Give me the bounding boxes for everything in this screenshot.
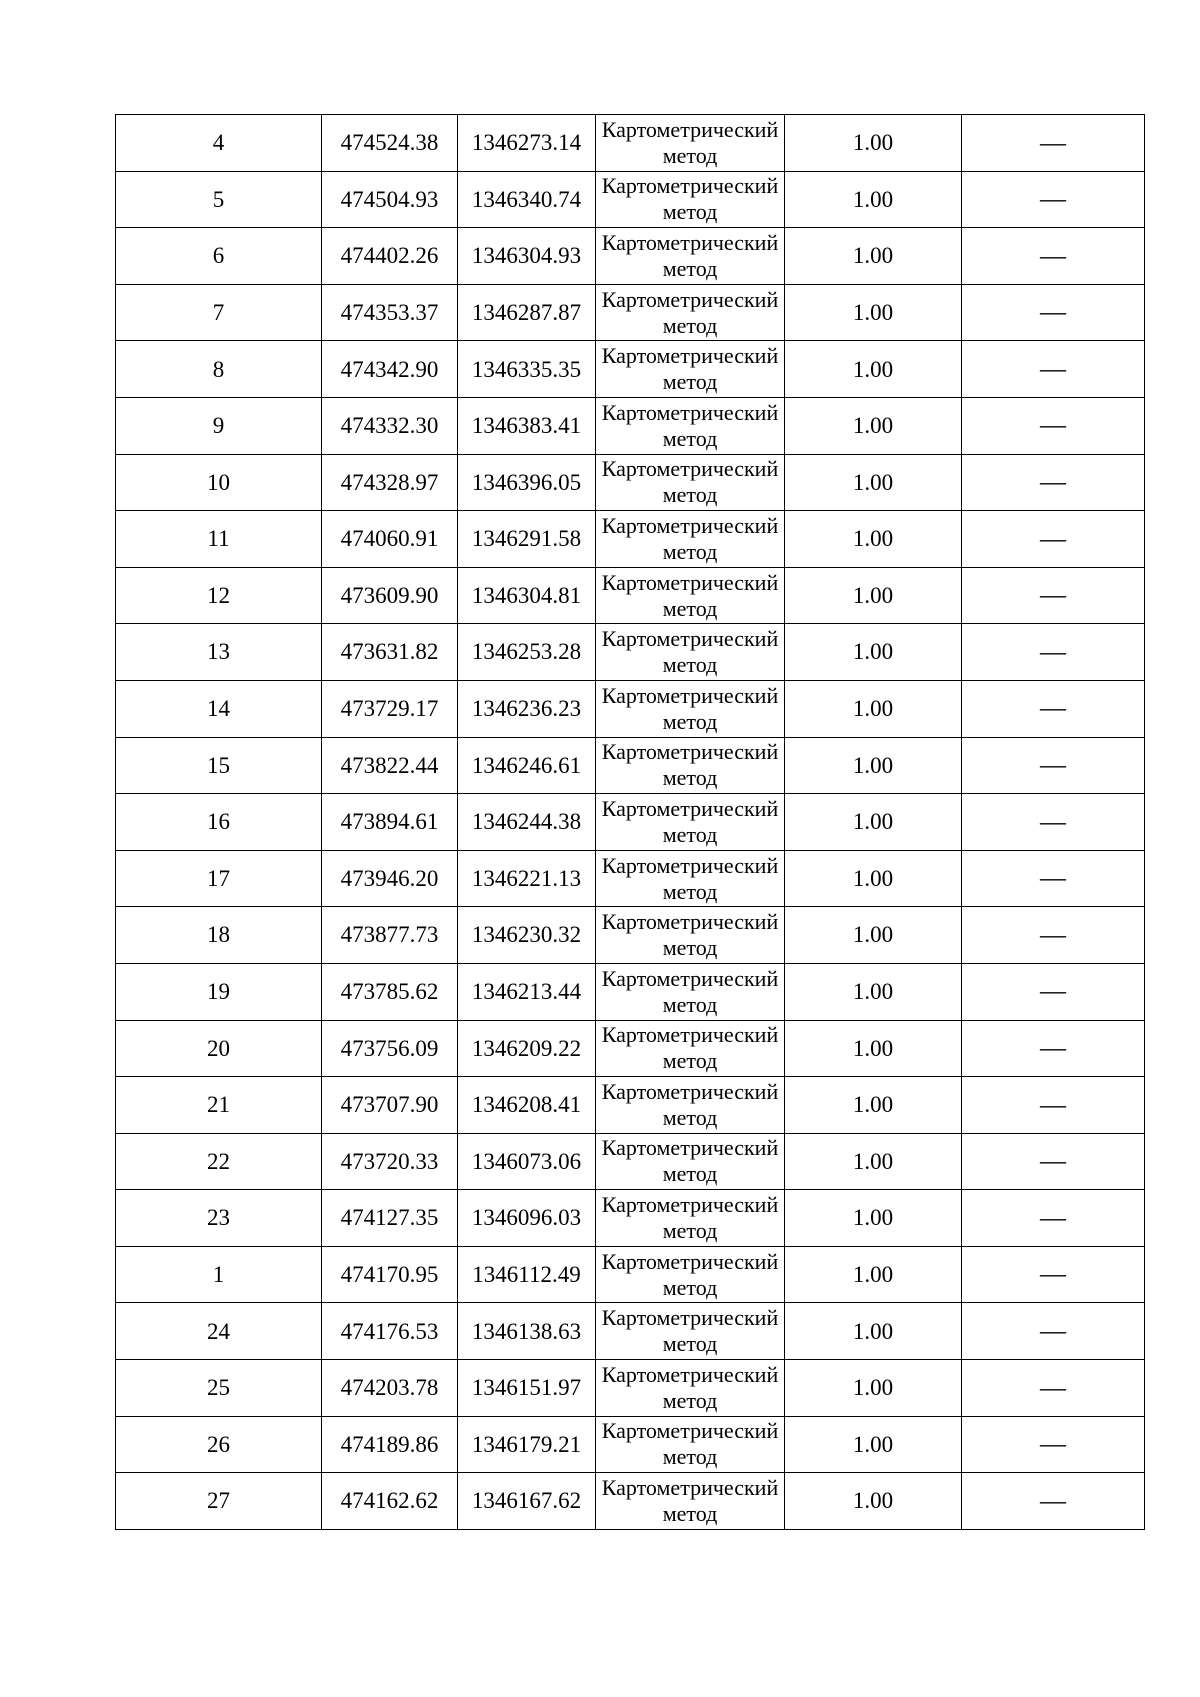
method-cell: Картометрический метод	[596, 1303, 785, 1360]
method-cell: Картометрический метод	[596, 680, 785, 737]
y-coordinate-cell: 1346244.38	[458, 794, 596, 851]
point-number-cell: 5	[116, 171, 322, 228]
table-row	[116, 1246, 1145, 1303]
method-cell: Картометрический метод	[596, 907, 785, 964]
method-cell: Картометрический метод	[596, 284, 785, 341]
point-number-cell: 8	[116, 341, 322, 398]
note-cell: —	[962, 1416, 1145, 1473]
note-cell: —	[962, 1360, 1145, 1417]
note-cell: —	[962, 567, 1145, 624]
y-coordinate-cell: 1346246.61	[458, 737, 596, 794]
x-coordinate-cell: 473822.44	[322, 737, 458, 794]
method-cell: Картометрический метод	[596, 850, 785, 907]
accuracy-cell: 1.00	[785, 454, 962, 511]
method-cell: Картометрический метод	[596, 624, 785, 681]
x-coordinate-cell: 473720.33	[322, 1133, 458, 1190]
accuracy-cell: 1.00	[785, 1360, 962, 1417]
method-cell: Картометрический метод	[596, 1416, 785, 1473]
method-cell: Картометрический метод	[596, 1133, 785, 1190]
accuracy-cell: 1.00	[785, 115, 962, 172]
x-coordinate-cell: 474328.97	[322, 454, 458, 511]
method-cell: Картометрический метод	[596, 1246, 785, 1303]
point-number-cell: 6	[116, 228, 322, 285]
accuracy-cell: 1.00	[785, 737, 962, 794]
table-row	[116, 963, 1145, 1020]
table-row	[116, 228, 1145, 285]
y-coordinate-cell: 1346236.23	[458, 680, 596, 737]
y-coordinate-cell: 1346179.21	[458, 1416, 596, 1473]
note-cell: —	[962, 228, 1145, 285]
x-coordinate-cell: 474060.91	[322, 511, 458, 568]
note-cell: —	[962, 1020, 1145, 1077]
x-coordinate-cell: 473756.09	[322, 1020, 458, 1077]
y-coordinate-cell: 1346304.81	[458, 567, 596, 624]
point-number-cell: 24	[116, 1303, 322, 1360]
x-coordinate-cell: 474332.30	[322, 397, 458, 454]
point-number-cell: 23	[116, 1190, 322, 1247]
x-coordinate-cell: 473877.73	[322, 907, 458, 964]
accuracy-cell: 1.00	[785, 1133, 962, 1190]
note-cell: —	[962, 1246, 1145, 1303]
x-coordinate-cell: 474504.93	[322, 171, 458, 228]
point-number-cell: 20	[116, 1020, 322, 1077]
y-coordinate-cell: 1346208.41	[458, 1077, 596, 1134]
x-coordinate-cell: 473946.20	[322, 850, 458, 907]
point-number-cell: 16	[116, 794, 322, 851]
accuracy-cell: 1.00	[785, 794, 962, 851]
x-coordinate-cell: 474353.37	[322, 284, 458, 341]
point-number-cell: 17	[116, 850, 322, 907]
method-cell: Картометрический метод	[596, 1360, 785, 1417]
x-coordinate-cell: 473631.82	[322, 624, 458, 681]
table-row	[116, 341, 1145, 398]
accuracy-cell: 1.00	[785, 1020, 962, 1077]
note-cell: —	[962, 341, 1145, 398]
y-coordinate-cell: 1346167.62	[458, 1473, 596, 1530]
y-coordinate-cell: 1346213.44	[458, 963, 596, 1020]
table-row	[116, 1077, 1145, 1134]
table-row	[116, 454, 1145, 511]
point-number-cell: 1	[116, 1246, 322, 1303]
note-cell: —	[962, 907, 1145, 964]
x-coordinate-cell: 474176.53	[322, 1303, 458, 1360]
method-cell: Картометрический метод	[596, 737, 785, 794]
table-row	[116, 171, 1145, 228]
point-number-cell: 18	[116, 907, 322, 964]
point-number-cell: 13	[116, 624, 322, 681]
y-coordinate-cell: 1346291.58	[458, 511, 596, 568]
note-cell: —	[962, 680, 1145, 737]
y-coordinate-cell: 1346209.22	[458, 1020, 596, 1077]
x-coordinate-cell: 474189.86	[322, 1416, 458, 1473]
y-coordinate-cell: 1346396.05	[458, 454, 596, 511]
table-row	[116, 1020, 1145, 1077]
table-row	[116, 680, 1145, 737]
table-row	[116, 397, 1145, 454]
accuracy-cell: 1.00	[785, 284, 962, 341]
y-coordinate-cell: 1346253.28	[458, 624, 596, 681]
note-cell: —	[962, 1303, 1145, 1360]
y-coordinate-cell: 1346151.97	[458, 1360, 596, 1417]
accuracy-cell: 1.00	[785, 907, 962, 964]
accuracy-cell: 1.00	[785, 1303, 962, 1360]
method-cell: Картометрический метод	[596, 1190, 785, 1247]
accuracy-cell: 1.00	[785, 1190, 962, 1247]
y-coordinate-cell: 1346073.06	[458, 1133, 596, 1190]
table-row	[116, 850, 1145, 907]
method-cell: Картометрический метод	[596, 963, 785, 1020]
method-cell: Картометрический метод	[596, 228, 785, 285]
point-number-cell: 12	[116, 567, 322, 624]
table-row	[116, 1303, 1145, 1360]
point-number-cell: 27	[116, 1473, 322, 1530]
table-row	[116, 1190, 1145, 1247]
method-cell: Картометрический метод	[596, 1020, 785, 1077]
y-coordinate-cell: 1346138.63	[458, 1303, 596, 1360]
table-row	[116, 907, 1145, 964]
accuracy-cell: 1.00	[785, 1077, 962, 1134]
table-row	[116, 794, 1145, 851]
accuracy-cell: 1.00	[785, 1473, 962, 1530]
y-coordinate-cell: 1346304.93	[458, 228, 596, 285]
method-cell: Картометрический метод	[596, 341, 785, 398]
x-coordinate-cell: 473609.90	[322, 567, 458, 624]
y-coordinate-cell: 1346340.74	[458, 171, 596, 228]
y-coordinate-cell: 1346287.87	[458, 284, 596, 341]
note-cell: —	[962, 397, 1145, 454]
note-cell: —	[962, 624, 1145, 681]
note-cell: —	[962, 963, 1145, 1020]
point-number-cell: 22	[116, 1133, 322, 1190]
method-cell: Картометрический метод	[596, 115, 785, 172]
y-coordinate-cell: 1346096.03	[458, 1190, 596, 1247]
point-number-cell: 21	[116, 1077, 322, 1134]
table-row	[116, 1133, 1145, 1190]
x-coordinate-cell: 473729.17	[322, 680, 458, 737]
table-row	[116, 115, 1145, 172]
x-coordinate-cell: 474170.95	[322, 1246, 458, 1303]
method-cell: Картометрический метод	[596, 397, 785, 454]
point-number-cell: 7	[116, 284, 322, 341]
method-cell: Картометрический метод	[596, 794, 785, 851]
accuracy-cell: 1.00	[785, 511, 962, 568]
table-row	[116, 511, 1145, 568]
x-coordinate-cell: 473707.90	[322, 1077, 458, 1134]
note-cell: —	[962, 511, 1145, 568]
note-cell: —	[962, 1133, 1145, 1190]
x-coordinate-cell: 474342.90	[322, 341, 458, 398]
x-coordinate-cell: 474162.62	[322, 1473, 458, 1530]
note-cell: —	[962, 171, 1145, 228]
note-cell: —	[962, 1473, 1145, 1530]
x-coordinate-cell: 474402.26	[322, 228, 458, 285]
accuracy-cell: 1.00	[785, 1416, 962, 1473]
note-cell: —	[962, 454, 1145, 511]
y-coordinate-cell: 1346112.49	[458, 1246, 596, 1303]
accuracy-cell: 1.00	[785, 1246, 962, 1303]
table-row	[116, 1360, 1145, 1417]
accuracy-cell: 1.00	[785, 171, 962, 228]
point-number-cell: 26	[116, 1416, 322, 1473]
accuracy-cell: 1.00	[785, 567, 962, 624]
note-cell: —	[962, 850, 1145, 907]
point-number-cell: 19	[116, 963, 322, 1020]
method-cell: Картометрический метод	[596, 1077, 785, 1134]
table-row	[116, 624, 1145, 681]
method-cell: Картометрический метод	[596, 1473, 785, 1530]
x-coordinate-cell: 473785.62	[322, 963, 458, 1020]
note-cell: —	[962, 284, 1145, 341]
table-row	[116, 737, 1145, 794]
point-number-cell: 11	[116, 511, 322, 568]
accuracy-cell: 1.00	[785, 397, 962, 454]
y-coordinate-cell: 1346273.14	[458, 115, 596, 172]
y-coordinate-cell: 1346221.13	[458, 850, 596, 907]
note-cell: —	[962, 1077, 1145, 1134]
table-row	[116, 1473, 1145, 1530]
method-cell: Картометрический метод	[596, 511, 785, 568]
x-coordinate-cell: 474127.35	[322, 1190, 458, 1247]
y-coordinate-cell: 1346230.32	[458, 907, 596, 964]
method-cell: Картометрический метод	[596, 454, 785, 511]
method-cell: Картометрический метод	[596, 171, 785, 228]
accuracy-cell: 1.00	[785, 624, 962, 681]
point-number-cell: 9	[116, 397, 322, 454]
note-cell: —	[962, 794, 1145, 851]
accuracy-cell: 1.00	[785, 850, 962, 907]
table-row	[116, 567, 1145, 624]
point-number-cell: 10	[116, 454, 322, 511]
point-number-cell: 25	[116, 1360, 322, 1417]
coordinates-table-body	[116, 115, 1145, 1530]
coordinates-table	[115, 114, 1145, 1530]
note-cell: —	[962, 115, 1145, 172]
x-coordinate-cell: 474524.38	[322, 115, 458, 172]
x-coordinate-cell: 473894.61	[322, 794, 458, 851]
accuracy-cell: 1.00	[785, 341, 962, 398]
accuracy-cell: 1.00	[785, 963, 962, 1020]
note-cell: —	[962, 737, 1145, 794]
y-coordinate-cell: 1346335.35	[458, 341, 596, 398]
x-coordinate-cell: 474203.78	[322, 1360, 458, 1417]
note-cell: —	[962, 1190, 1145, 1247]
accuracy-cell: 1.00	[785, 228, 962, 285]
point-number-cell: 15	[116, 737, 322, 794]
table-row	[116, 1416, 1145, 1473]
accuracy-cell: 1.00	[785, 680, 962, 737]
point-number-cell: 4	[116, 115, 322, 172]
table-row	[116, 284, 1145, 341]
y-coordinate-cell: 1346383.41	[458, 397, 596, 454]
point-number-cell: 14	[116, 680, 322, 737]
method-cell: Картометрический метод	[596, 567, 785, 624]
